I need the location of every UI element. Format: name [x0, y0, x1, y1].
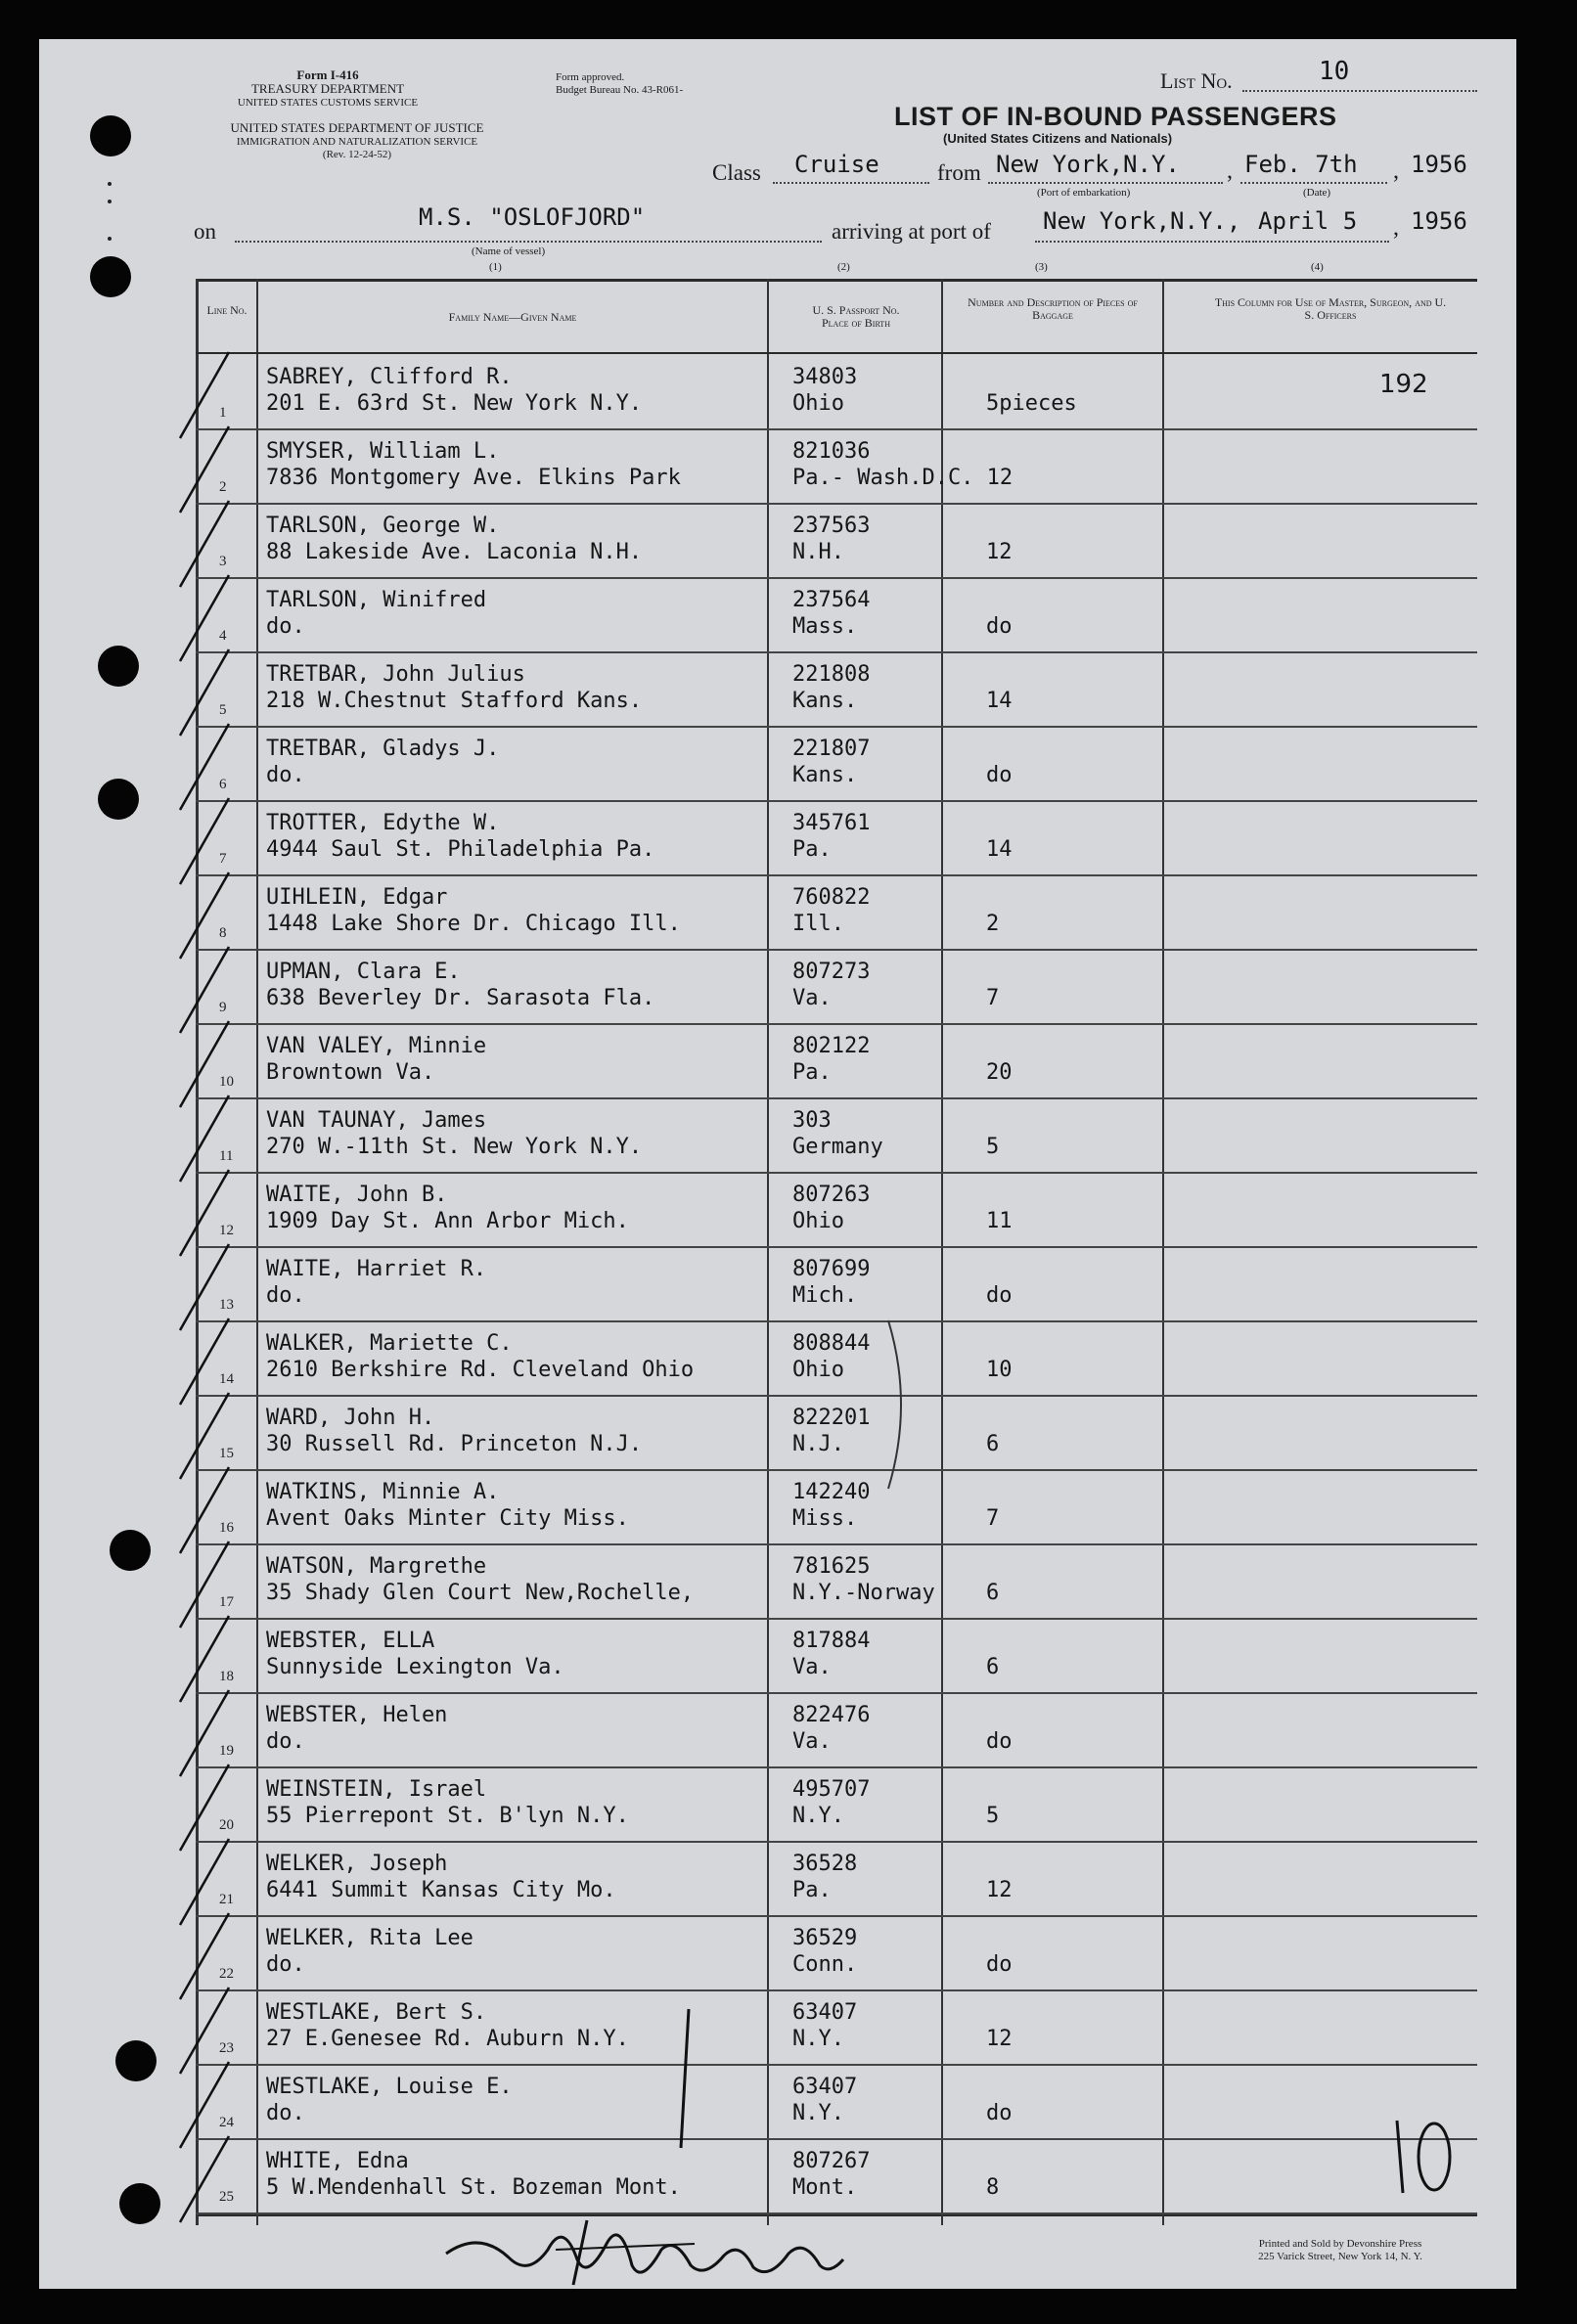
- line-number: 12: [219, 1223, 234, 1238]
- signature: [440, 2211, 851, 2299]
- passenger-name: TRETBAR, Gladys J.: [266, 737, 500, 761]
- place-of-birth: N.Y.: [792, 2101, 844, 2125]
- baggage-count: 6: [986, 1581, 1000, 1605]
- line-number: 18: [219, 1669, 234, 1684]
- passport-number: 345761: [792, 811, 871, 835]
- arrival-year: 1956: [1411, 207, 1467, 235]
- form-number: Form I-416: [296, 67, 359, 82]
- passenger-name: VAN VALEY, Minnie: [266, 1034, 487, 1058]
- passenger-name: WAITE, John B.: [266, 1183, 448, 1207]
- perforation-dot: [108, 237, 112, 241]
- revision-date: (Rev. 12-24-52): [322, 149, 392, 160]
- line-number: 19: [219, 1743, 234, 1759]
- baggage-count: 7: [986, 1506, 1000, 1531]
- printer-line-2: 225 Varick Street, New York 14, N. Y.: [1258, 2251, 1422, 2262]
- table-row: [196, 354, 1477, 430]
- line-number: 3: [219, 554, 227, 569]
- vessel-name: M.S. "OSLOFJORD": [419, 203, 646, 231]
- baggage-count: 10: [986, 1358, 1013, 1382]
- line-number: 10: [219, 1074, 234, 1090]
- table-row: [196, 577, 1477, 653]
- list-number-label: List No.: [1160, 68, 1233, 93]
- table-row: [196, 1320, 1477, 1397]
- budget-bureau: Budget Bureau No. 43-R061-: [556, 84, 684, 96]
- passenger-name: WHITE, Edna: [266, 2149, 409, 2173]
- date-line: [1240, 182, 1387, 184]
- passenger-name: VAN TAUNAY, James: [266, 1108, 487, 1133]
- table-row: [196, 1395, 1477, 1471]
- bracket-mark: [880, 1317, 920, 1493]
- line-number: 21: [219, 1892, 234, 1907]
- line-number: 5: [219, 702, 227, 718]
- from-line: [988, 182, 1223, 184]
- arrival-port-line: [1035, 241, 1250, 243]
- passenger-name: TARLSON, George W.: [266, 514, 500, 538]
- place-of-birth: N.H.: [792, 540, 844, 564]
- passport-number: 822476: [792, 1703, 871, 1727]
- line-number: 24: [219, 2115, 234, 2130]
- passenger-name: UIHLEIN, Edgar: [266, 885, 448, 910]
- passenger-name: WATSON, Margrethe: [266, 1554, 487, 1579]
- passport-number: 142240: [792, 1480, 871, 1504]
- date-caption: (Date): [1303, 187, 1331, 199]
- passenger-name: SABREY, Clifford R.: [266, 365, 513, 389]
- line-number: 6: [219, 777, 227, 792]
- baggage-count: do: [986, 1729, 1013, 1754]
- comma-3: ,: [1393, 215, 1399, 241]
- passenger-address: do.: [266, 2101, 305, 2125]
- officer-note: 192: [1379, 370, 1428, 399]
- passenger-address: 218 W.Chestnut Stafford Kans.: [266, 689, 643, 713]
- passenger-address: do.: [266, 1729, 305, 1754]
- passenger-address: 270 W.-11th St. New York N.Y.: [266, 1135, 643, 1159]
- passenger-address: 2610 Berkshire Rd. Cleveland Ohio: [266, 1358, 695, 1382]
- embarkation-date: Feb. 7th: [1244, 151, 1358, 178]
- passenger-table: [196, 279, 1477, 2225]
- table-row: [196, 949, 1477, 1025]
- passenger-address: do.: [266, 614, 305, 639]
- passenger-address: do.: [266, 1283, 305, 1308]
- passenger-address: 88 Lakeside Ave. Laconia N.H.: [266, 540, 643, 564]
- passenger-name: WALKER, Mariette C.: [266, 1331, 513, 1356]
- table-row: [196, 2138, 1477, 2214]
- place-of-birth: Ill.: [792, 912, 844, 936]
- passenger-address: 1448 Lake Shore Dr. Chicago Ill.: [266, 912, 681, 936]
- table-row: [196, 428, 1477, 505]
- check-mark-vertical: [667, 2005, 706, 2152]
- passenger-address: Sunnyside Lexington Va.: [266, 1655, 564, 1679]
- passport-number: 36529: [792, 1926, 858, 1950]
- passport-number: 495707: [792, 1777, 871, 1802]
- table-row: [196, 726, 1477, 802]
- place-of-birth: Va.: [792, 1729, 832, 1754]
- baggage-count: 7: [986, 986, 1000, 1010]
- table-row: [196, 651, 1477, 728]
- baggage-count: 12: [986, 540, 1013, 564]
- place-of-birth: Mass.: [792, 614, 858, 639]
- passenger-address: 35 Shady Glen Court New,Rochelle,: [266, 1581, 695, 1605]
- place-of-birth: N.Y.: [792, 1804, 844, 1828]
- column-caption-4: (4): [1311, 261, 1324, 273]
- arrival-date-line: [1252, 241, 1389, 243]
- treasury-department: TREASURY DEPARTMENT: [250, 81, 405, 96]
- baggage-count: do: [986, 1283, 1013, 1308]
- column-caption-2: (2): [837, 261, 850, 273]
- baggage-count: 12: [986, 2027, 1013, 2051]
- line-number: 4: [219, 628, 227, 644]
- check-mark-icon: [176, 2128, 245, 2236]
- passport-number: 807273: [792, 960, 871, 984]
- place-of-birth: N.J.: [792, 1432, 844, 1456]
- place-of-birth: Mont.: [792, 2175, 858, 2200]
- binder-hole: [119, 2183, 160, 2224]
- passenger-name: TARLSON, Winifred: [266, 588, 487, 612]
- binder-hole: [115, 2040, 157, 2081]
- baggage-count: 14: [986, 837, 1013, 862]
- line-number: 2: [219, 479, 227, 495]
- line-number: 8: [219, 925, 227, 941]
- passport-number: 36528: [792, 1852, 858, 1876]
- passenger-name: WEBSTER, Helen: [266, 1703, 448, 1727]
- passenger-address: 1909 Day St. Ann Arbor Mich.: [266, 1209, 629, 1233]
- passenger-name: WATKINS, Minnie A.: [266, 1480, 500, 1504]
- passport-number: 221807: [792, 737, 871, 761]
- baggage-count: 5: [986, 1135, 1000, 1159]
- line-number: 16: [219, 1520, 234, 1536]
- place-of-birth: Va.: [792, 1655, 832, 1679]
- table-row: [196, 1023, 1477, 1099]
- line-number: 9: [219, 1000, 227, 1015]
- column-header-name: Family Name—Given Name: [448, 310, 577, 324]
- passenger-address: 27 E.Genesee Rd. Auburn N.Y.: [266, 2027, 629, 2051]
- line-number: 17: [219, 1594, 234, 1610]
- embarkation-port: New York,N.Y.: [996, 151, 1180, 178]
- baggage-count: do: [986, 763, 1013, 787]
- column-header-officers: This Column for Use of Master, Surgeon, and U. S. Officers: [1214, 295, 1447, 322]
- passport-number: 63407: [792, 2075, 858, 2099]
- place-of-birth: Kans.: [792, 763, 858, 787]
- baggage-count: 2: [986, 912, 1000, 936]
- passenger-name: WEINSTEIN, Israel: [266, 1777, 487, 1802]
- passenger-address: 5 W.Mendenhall St. Bozeman Mont.: [266, 2175, 681, 2200]
- passport-number: 34803: [792, 365, 858, 389]
- passenger-address: do.: [266, 1952, 305, 1977]
- vessel-line: [235, 241, 822, 243]
- passenger-name: TRETBAR, John Julius: [266, 662, 525, 687]
- place-of-birth: N.Y.: [792, 2027, 844, 2051]
- arrival-date: April 5: [1258, 207, 1358, 235]
- list-number-line: [1242, 90, 1477, 92]
- passport-number: 221808: [792, 662, 871, 687]
- binder-hole: [90, 115, 131, 156]
- passenger-name: SMYSER, William L.: [266, 439, 500, 464]
- place-of-birth: Conn.: [792, 1952, 858, 1977]
- passenger-name: WELKER, Joseph: [266, 1852, 448, 1876]
- passenger-address: 55 Pierrepont St. B'lyn N.Y.: [266, 1804, 629, 1828]
- place-of-birth: Ohio: [792, 391, 844, 416]
- baggage-count: 14: [986, 689, 1013, 713]
- passenger-address: 638 Beverley Dr. Sarasota Fla.: [266, 986, 655, 1010]
- passport-number: 781625: [792, 1554, 871, 1579]
- table-top-rule: [196, 279, 1477, 282]
- line-number: 7: [219, 851, 227, 867]
- column-header-line: Line No.: [206, 303, 248, 317]
- line-number: 20: [219, 1817, 234, 1833]
- comma-1: ,: [1227, 158, 1233, 184]
- table-row: [196, 1469, 1477, 1545]
- line-number: 14: [219, 1371, 234, 1387]
- from-label: from: [937, 160, 981, 185]
- baggage-count: 20: [986, 1060, 1013, 1085]
- table-row: [196, 1692, 1477, 1768]
- binder-hole: [110, 1530, 151, 1571]
- place-of-birth: Miss.: [792, 1506, 858, 1531]
- baggage-count: 8: [986, 2175, 1000, 2200]
- list-number: 10: [1319, 57, 1350, 86]
- place-of-birth: Pa.: [792, 1878, 832, 1902]
- table-row: [196, 1841, 1477, 1917]
- passport-number: 303: [792, 1108, 832, 1133]
- line-number: 23: [219, 2040, 234, 2056]
- column-header-baggage: Number and Description of Pieces of Baggage: [968, 295, 1138, 322]
- baggage-count: 12: [986, 1878, 1013, 1902]
- line-number: 1: [219, 405, 227, 421]
- table-row: [196, 1766, 1477, 1843]
- line-number: 13: [219, 1297, 234, 1313]
- table-row: [196, 1246, 1477, 1322]
- passport-number: 807263: [792, 1183, 871, 1207]
- baggage-count: 11: [986, 1209, 1013, 1233]
- baggage-count: 6: [986, 1432, 1000, 1456]
- table-row: [196, 800, 1477, 876]
- passport-number: 237563: [792, 514, 871, 538]
- page-title: LIST OF IN-BOUND PASSENGERS: [894, 102, 1337, 131]
- passenger-address: 7836 Montgomery Ave. Elkins Park: [266, 466, 681, 490]
- binder-hole: [98, 779, 139, 820]
- place-of-birth: Ohio: [792, 1209, 844, 1233]
- baggage-count: do: [986, 614, 1013, 639]
- passport-number: 63407: [792, 2000, 858, 2025]
- passport-number: 807267: [792, 2149, 871, 2173]
- column-caption-1: (1): [489, 261, 502, 273]
- place-of-birth: Pa.: [792, 837, 832, 862]
- baggage-count: do: [986, 1952, 1013, 1977]
- passenger-name: WESTLAKE, Louise E.: [266, 2075, 513, 2099]
- baggage-count: 6: [986, 1655, 1000, 1679]
- passenger-address: 4944 Saul St. Philadelphia Pa.: [266, 837, 655, 862]
- passport-number: 822201: [792, 1406, 871, 1430]
- passenger-address: 30 Russell Rd. Princeton N.J.: [266, 1432, 643, 1456]
- comma-2: ,: [1393, 158, 1399, 184]
- binder-hole: [98, 646, 139, 687]
- passport-number: 802122: [792, 1034, 871, 1058]
- passport-number: 807699: [792, 1257, 871, 1281]
- port-caption: (Port of embarkation): [1037, 187, 1131, 199]
- passenger-address: 6441 Summit Kansas City Mo.: [266, 1878, 616, 1902]
- place-of-birth: Pa.- Wash.D.C. 12: [792, 466, 1014, 490]
- passenger-name: WARD, John H.: [266, 1406, 435, 1430]
- passenger-name: UPMAN, Clara E.: [266, 960, 461, 984]
- column-caption-3: (3): [1035, 261, 1048, 273]
- passport-number: 817884: [792, 1629, 871, 1653]
- baggage-count: do: [986, 2101, 1013, 2125]
- place-of-birth: Kans.: [792, 689, 858, 713]
- table-row: [196, 503, 1477, 579]
- passenger-name: TROTTER, Edythe W.: [266, 811, 500, 835]
- arriving-label: arriving at port of: [832, 219, 991, 244]
- place-of-birth: Va.: [792, 986, 832, 1010]
- place-of-birth: Mich.: [792, 1283, 858, 1308]
- passenger-name: WAITE, Harriet R.: [266, 1257, 487, 1281]
- passport-number: 821036: [792, 439, 871, 464]
- class-line: [773, 182, 929, 184]
- place-of-birth: Germany: [792, 1135, 883, 1159]
- immigration-service: IMMIGRATION AND NATURALIZATION SERVICE: [236, 136, 478, 148]
- passport-number: 237564: [792, 588, 871, 612]
- line-number: 15: [219, 1446, 234, 1461]
- class-label: Class: [712, 160, 761, 185]
- table-row: [196, 1989, 1477, 2066]
- line-number: 25: [219, 2189, 234, 2205]
- passenger-name: WESTLAKE, Bert S.: [266, 2000, 487, 2025]
- on-label: on: [194, 219, 216, 244]
- place-of-birth: Pa.: [792, 1060, 832, 1085]
- department-of-justice: UNITED STATES DEPARTMENT OF JUSTICE: [230, 120, 484, 135]
- line-number: 22: [219, 1966, 234, 1982]
- passenger-address: 201 E. 63rd St. New York N.Y.: [266, 391, 643, 416]
- margin-number-10: [1387, 2113, 1465, 2201]
- binder-hole: [90, 256, 131, 297]
- table-row: [196, 1097, 1477, 1174]
- passport-number: 808844: [792, 1331, 871, 1356]
- passenger-address: Browntown Va.: [266, 1060, 435, 1085]
- passenger-address: do.: [266, 763, 305, 787]
- form-approved: Form approved.: [556, 71, 625, 83]
- passenger-name: WELKER, Rita Lee: [266, 1926, 473, 1950]
- passenger-address: Avent Oaks Minter City Miss.: [266, 1506, 629, 1531]
- customs-service: UNITED STATES CUSTOMS SERVICE: [237, 97, 419, 109]
- perforation-dot: [108, 200, 112, 203]
- baggage-count: 5: [986, 1804, 1000, 1828]
- column-header-passport: U. S. Passport No. Place of Birth: [812, 303, 900, 330]
- perforation-dot: [108, 182, 112, 186]
- arrival-port: New York,N.Y.,: [1043, 207, 1241, 235]
- embarkation-year: 1956: [1411, 151, 1467, 178]
- place-of-birth: N.Y.-Norway: [792, 1581, 935, 1605]
- table-row: [196, 874, 1477, 951]
- table-row: [196, 1172, 1477, 1248]
- place-of-birth: Ohio: [792, 1358, 844, 1382]
- table-row: [196, 1915, 1477, 1991]
- table-row: [196, 1543, 1477, 1620]
- table-row: [196, 1618, 1477, 1694]
- page-subtitle: (United States Citizens and Nationals): [943, 131, 1173, 146]
- class-value: Cruise: [794, 151, 879, 178]
- passport-number: 760822: [792, 885, 871, 910]
- line-number: 11: [219, 1148, 234, 1164]
- passenger-name: WEBSTER, ELLA: [266, 1629, 435, 1653]
- vessel-caption: (Name of vessel): [472, 246, 546, 257]
- table-row: [196, 2064, 1477, 2140]
- baggage-count: 5pieces: [986, 391, 1077, 416]
- printer-line-1: Printed and Sold by Devonshire Press: [1258, 2238, 1422, 2250]
